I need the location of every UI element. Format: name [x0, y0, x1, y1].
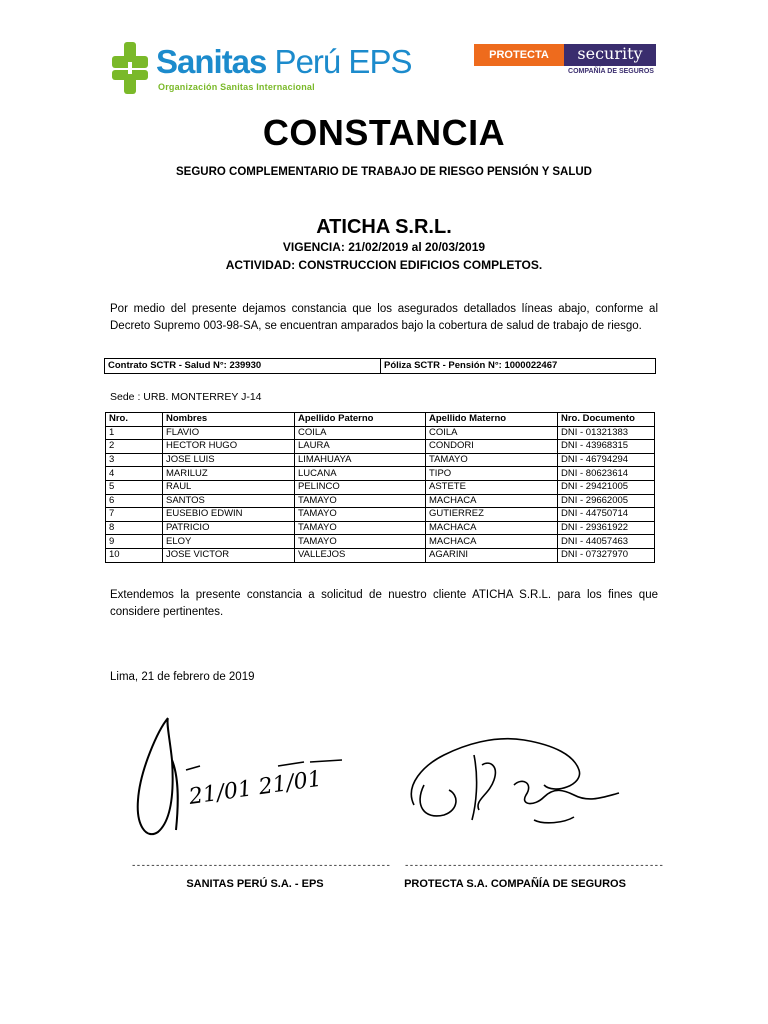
table-header-row: [106, 413, 655, 427]
sanitas-wordmark: Sanitas Perú EPS: [156, 43, 412, 80]
cell-nombres: JOSE LUIS: [163, 453, 295, 467]
col-nombres: Nombres: [163, 413, 295, 427]
document-subtitle: SEGURO COMPLEMENTARIO DE TRABAJO DE RIESGO PENSIÓN Y SALUD: [176, 166, 592, 178]
cell-apellido-paterno: TAMAYO: [295, 535, 426, 549]
cell-apellido-paterno: COILA: [295, 426, 426, 440]
table-row: [106, 453, 655, 467]
signature-left: [128, 700, 368, 850]
insured-table: [105, 412, 655, 563]
cell-apellido-materno: MACHACA: [426, 521, 558, 535]
intro-paragraph: Por medio del presente dejamos constancia que los asegurados detallados líneas abajo, conforme al Decreto Supremo 003-98-SA, se encuentran amparados bajo la cobertura de salud de trabajo de riesgo.: [110, 303, 658, 332]
table-row: [106, 480, 655, 494]
cell-nro: 4: [106, 467, 163, 481]
cell-nombres: SANTOS: [163, 494, 295, 508]
cell-nro: 9: [106, 535, 163, 549]
protecta-wordmark: PROTECTA: [474, 44, 564, 66]
col-documento: Nro. Documento: [558, 413, 655, 427]
table-row: [106, 467, 655, 481]
signatory-sanitas: SANITAS PERÚ S.A. - EPS: [186, 878, 324, 890]
table-row: [106, 508, 655, 522]
table-row: [106, 440, 655, 454]
cell-nro: 8: [106, 521, 163, 535]
signature-left-text: 21/01 21/01: [187, 766, 324, 810]
table-row: [106, 548, 655, 562]
cell-documento: DNI - 80623614: [558, 467, 655, 481]
sede-line: Sede : URB. MONTERREY J-14: [110, 391, 262, 403]
cell-nro: 1: [106, 426, 163, 440]
cell-apellido-materno: MACHACA: [426, 535, 558, 549]
cell-apellido-paterno: PELINCO: [295, 480, 426, 494]
cell-nombres: HECTOR HUGO: [163, 440, 295, 454]
cell-nombres: ELOY: [163, 535, 295, 549]
cell-documento: DNI - 29421005: [558, 480, 655, 494]
cell-nombres: RAUL: [163, 480, 295, 494]
cell-apellido-materno: TIPO: [426, 467, 558, 481]
cell-apellido-materno: GUTIERREZ: [426, 508, 558, 522]
cell-documento: DNI - 01321383: [558, 426, 655, 440]
protecta-logo: [474, 44, 656, 84]
security-wordmark: security: [564, 44, 656, 66]
sanitas-tagline: Organización Sanitas Internacional: [158, 82, 315, 92]
cell-nombres: MARILUZ: [163, 467, 295, 481]
cell-apellido-paterno: VALLEJOS: [295, 548, 426, 562]
table-row: [106, 494, 655, 508]
cell-nro: 10: [106, 548, 163, 562]
sanitas-cross-icon: [112, 42, 148, 94]
signatory-protecta: PROTECTA S.A. COMPAÑÍA DE SEGUROS: [404, 878, 626, 890]
cell-nro: 5: [106, 480, 163, 494]
cell-apellido-paterno: LUCANA: [295, 467, 426, 481]
col-apellido-materno: Apellido Materno: [426, 413, 558, 427]
cell-nombres: PATRICIO: [163, 521, 295, 535]
actividad-line: ACTIVIDAD: CONSTRUCCION EDIFICIOS COMPLETOS.: [225, 258, 543, 272]
cell-nro: 6: [106, 494, 163, 508]
cell-nro: 7: [106, 508, 163, 522]
cell-documento: DNI - 29662005: [558, 494, 655, 508]
col-apellido-paterno: Apellido Paterno: [295, 413, 426, 427]
cell-apellido-materno: COILA: [426, 426, 558, 440]
cell-apellido-paterno: TAMAYO: [295, 508, 426, 522]
cell-apellido-paterno: TAMAYO: [295, 494, 426, 508]
cell-documento: DNI - 29361922: [558, 521, 655, 535]
document-title: CONSTANCIA: [262, 112, 506, 153]
cell-nombres: EUSEBIO EDWIN: [163, 508, 295, 522]
table-row: [106, 535, 655, 549]
closing-paragraph: Extendemos la presente constancia a solicitud de nuestro cliente ATICHA S.R.L. para los fines que considere pertinentes.: [110, 589, 658, 618]
contract-pension: Póliza SCTR - Pensión N°: 1000022467: [384, 360, 558, 371]
place-date: Lima, 21 de febrero de 2019: [110, 671, 255, 683]
cell-apellido-materno: ASTETE: [426, 480, 558, 494]
table-row: [106, 426, 655, 440]
cell-documento: DNI - 44057463: [558, 535, 655, 549]
cell-apellido-materno: TAMAYO: [426, 453, 558, 467]
protecta-tagline: COMPAÑÍA DE SEGUROS: [568, 68, 654, 75]
contract-box: [104, 358, 656, 374]
table-row: [106, 521, 655, 535]
company-name: ATICHA S.R.L.: [316, 216, 452, 238]
vigencia-line: VIGENCIA: 21/02/2019 al 20/03/2019: [282, 240, 486, 254]
col-nro: Nro.: [106, 413, 163, 427]
cell-nombres: FLAVIO: [163, 426, 295, 440]
contract-salud: Contrato SCTR - Salud N°: 239930: [105, 359, 381, 373]
cell-apellido-paterno: LIMAHUAYA: [295, 453, 426, 467]
cell-documento: DNI - 46794294: [558, 453, 655, 467]
cell-documento: DNI - 43968315: [558, 440, 655, 454]
cell-apellido-paterno: TAMAYO: [295, 521, 426, 535]
signature-right: [404, 725, 624, 840]
cell-nro: 3: [106, 453, 163, 467]
cell-nombres: JOSE VICTOR: [163, 548, 295, 562]
cell-documento: DNI - 07327970: [558, 548, 655, 562]
sanitas-logo: [112, 40, 412, 98]
cell-documento: DNI - 44750714: [558, 508, 655, 522]
signature-line-left: ------------------------------------------------------: [131, 861, 391, 871]
cell-apellido-materno: AGARINI: [426, 548, 558, 562]
cell-apellido-paterno: LAURA: [295, 440, 426, 454]
cell-apellido-materno: CONDORI: [426, 440, 558, 454]
cell-nro: 2: [106, 440, 163, 454]
signature-line-right: ------------------------------------------------------: [404, 861, 664, 871]
cell-apellido-materno: MACHACA: [426, 494, 558, 508]
